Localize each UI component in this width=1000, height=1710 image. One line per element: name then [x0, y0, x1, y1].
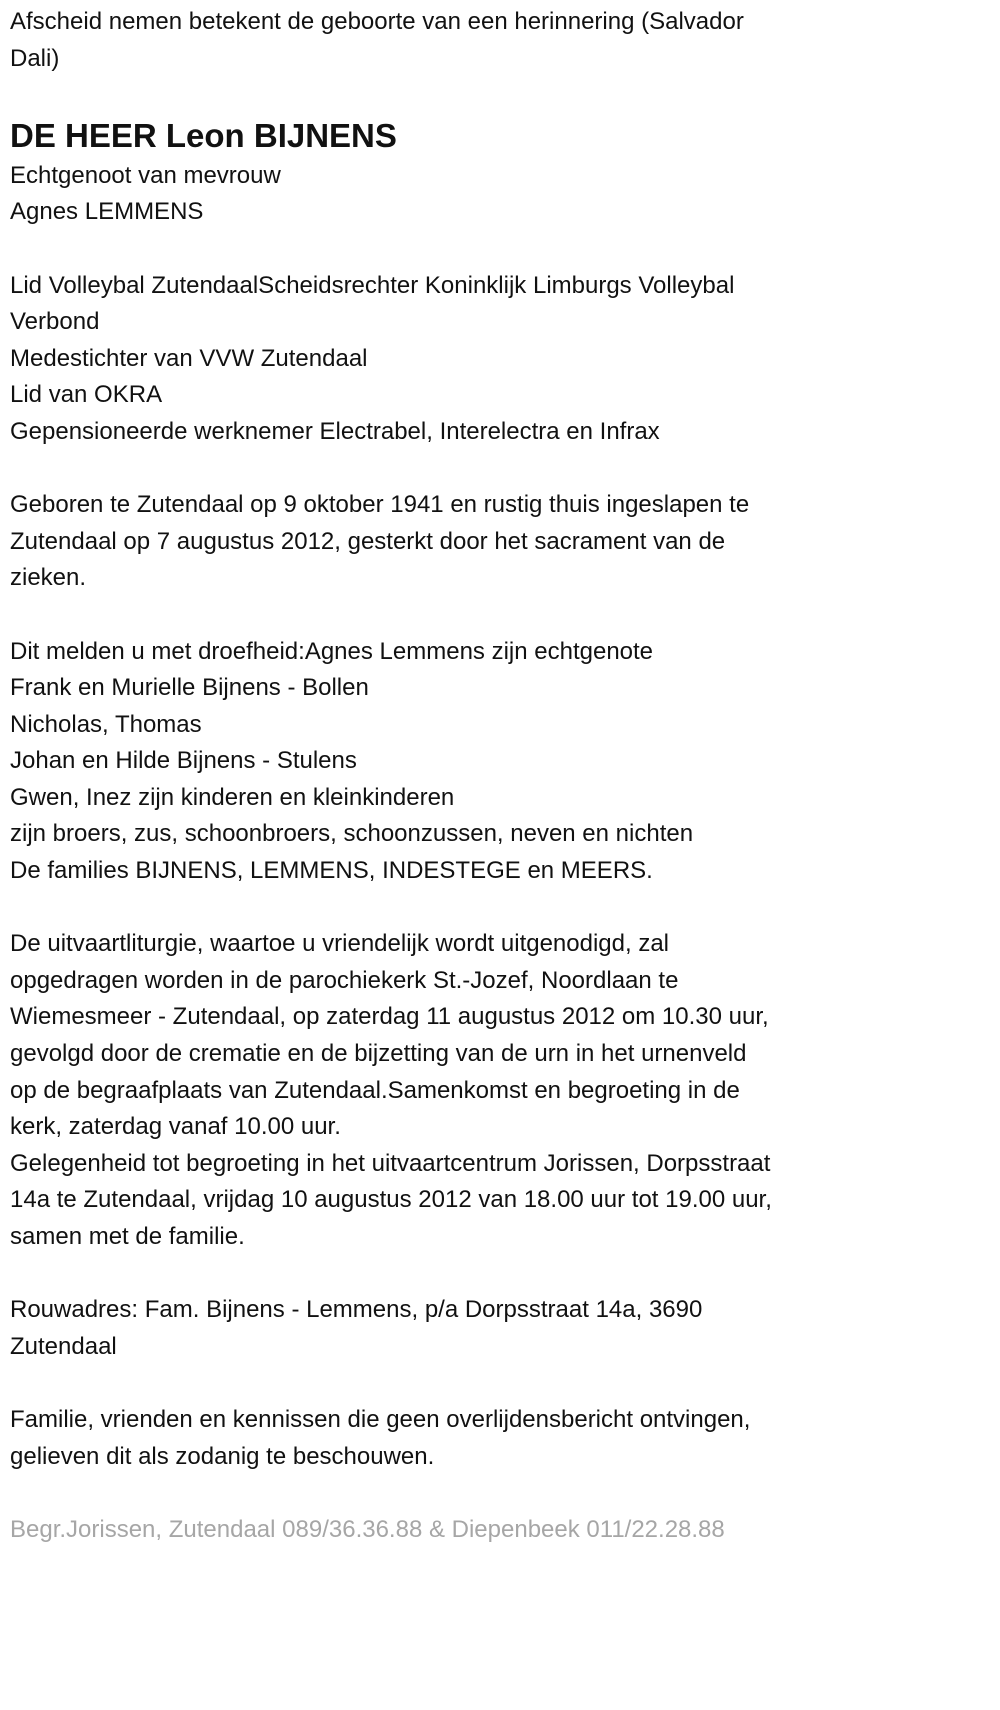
birth-death-info	[10, 487, 1000, 597]
quote-line: Afscheid nemen betekent de geboorte van een herinnering (Salvador	[10, 8, 744, 35]
text-line: 14a te Zutendaal, vrijdag 10 augustus 2012 van 18.00 uur tot 19.00 uur,	[10, 1186, 772, 1214]
text-line: Gelegenheid tot begroeting in het uitvaartcentrum Jorissen, Dorpsstraat	[10, 1149, 771, 1177]
text-line: gevolgd door de crematie en de bijzetting van de urn in het urnenveld	[10, 1040, 747, 1068]
text-line: Frank en Murielle Bijnens - Bollen	[10, 674, 369, 702]
text-line: Familie, vrienden en kennissen die geen overlijdensbericht ontvingen,	[10, 1405, 751, 1433]
text-line: samen met de familie.	[10, 1223, 245, 1250]
spouse-info	[10, 158, 1000, 231]
text-line: Rouwadres: Fam. Bijnens - Lemmens, p/a Dorpsstraat 14a, 3690	[10, 1296, 703, 1324]
text-line: op de begraafplaats van Zutendaal.Samenkomst en begroeting in de	[10, 1076, 740, 1104]
quote	[10, 4, 1000, 77]
funeral-details	[10, 926, 1000, 1255]
text-line: De families BIJNENS, LEMMENS, INDESTEGE en MEERS.	[10, 857, 653, 885]
text-line: Wiemesmeer - Zutendaal, op zaterdag 11 augustus 2012 om 10.30 uur,	[10, 1003, 769, 1031]
text-line: De uitvaartliturgie, waartoe u vriendelijk wordt uitgenodigd, zal	[10, 930, 670, 958]
text-line: kerk, zaterdag vanaf 10.00 uur.	[10, 1113, 341, 1141]
text-line: Lid Volleybal ZutendaalScheidsrechter Koninklijk Limburgs Volleybal	[10, 271, 735, 299]
text-line: opgedragen worden in de parochiekerk St.-Jozef, Noordlaan te	[10, 966, 679, 994]
text-line: Geboren te Zutendaal op 9 oktober 1941 en rustig thuis ingeslapen te	[10, 491, 750, 519]
text-line: Nicholas, Thomas	[10, 710, 202, 738]
text-line: Gwen, Inez zijn kinderen en kleinkinderen	[10, 783, 455, 811]
obituary-body	[10, 158, 1000, 1475]
text-line: Lid van OKRA	[10, 381, 163, 409]
text-line: Johan en Hilde Bijnens - Stulens	[10, 747, 357, 775]
text-line: gelieven dit als zodanig te beschouwen.	[10, 1442, 435, 1470]
text-line: Echtgenoot van mevrouw	[10, 161, 281, 189]
funeral-home-footer: Begr.Jorissen, Zutendaal 089/36.36.88 & Diepenbeek 011/22.28.88	[10, 1515, 725, 1543]
text-line: Verbond	[10, 308, 100, 336]
family-announcement	[10, 634, 1000, 890]
text-line: Medestichter van VVW Zutendaal	[10, 344, 368, 372]
deceased-name-title: DE HEER Leon BIJNENS	[10, 116, 397, 154]
text-line: Agnes LEMMENS	[10, 198, 204, 226]
text-line: zijn broers, zus, schoonbroers, schoonzussen, neven en nichten	[10, 820, 694, 848]
text-line: Dit melden u met droefheid:Agnes Lemmens zijn echtgenote	[10, 637, 654, 665]
notice-statement	[10, 1402, 1000, 1475]
text-line: Gepensioneerde werknemer Electrabel, Interelectra en Infrax	[10, 417, 660, 445]
text-line: Zutendaal	[10, 1332, 117, 1360]
text-line: Zutendaal op 7 augustus 2012, gesterkt door het sacrament van de	[10, 527, 726, 555]
quote-line: Dali)	[10, 44, 60, 72]
mourning-address	[10, 1292, 1000, 1365]
memberships	[10, 268, 1000, 451]
text-line: zieken.	[10, 564, 87, 592]
